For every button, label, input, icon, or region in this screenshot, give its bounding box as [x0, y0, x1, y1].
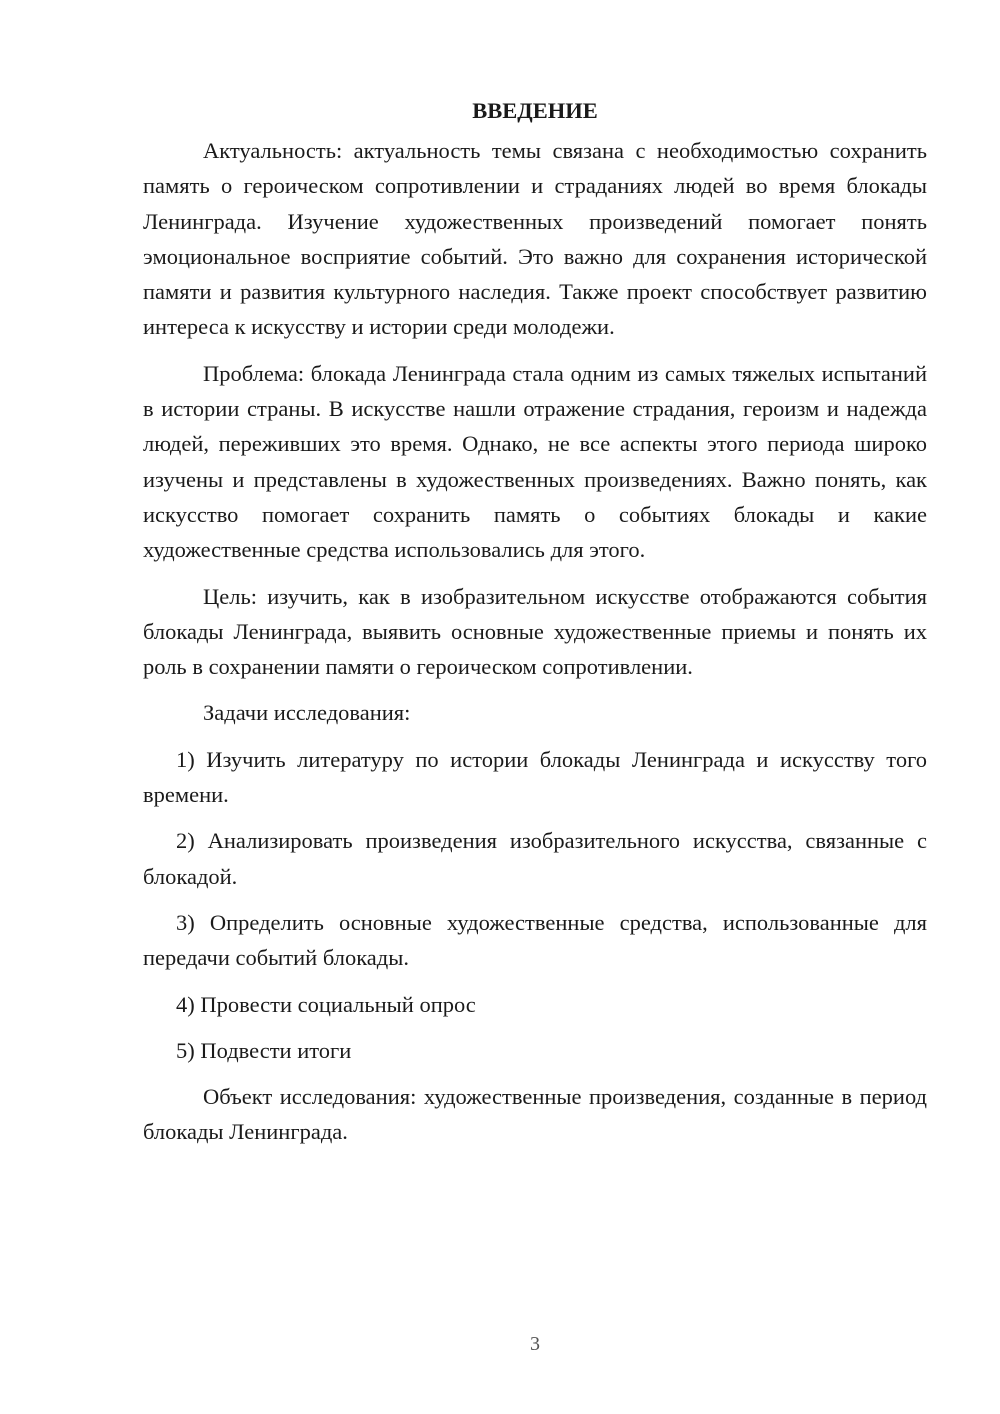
relevance-paragraph: Актуальность: актуальность темы связана с необходимостью сохранить память о героическом сопротивлении и страданиях людей во время блокады Ленинграда. Изучение художественных произведений помогает понять эмоциональное восприятие событий. Это важно для сохранения исторической памяти и развития культурного наследия. Также проект способствует развитию интереса к искусству и истории среди молодежи. — [143, 138, 927, 340]
goal-paragraph: Цель: изучить, как в изобразительном искусстве отображаются события блокады Ленинграда, выявить основные художественные приемы и понять их роль в сохранении памяти о героическом сопротивлении. — [143, 583, 927, 680]
task-item-2: 2) Анализировать произведения изобразительного искусства, связанные с блокадой. — [143, 828, 927, 889]
task-item-4: 4) Провести социальный опрос — [176, 991, 476, 1017]
problem-paragraph: Проблема: блокада Ленинграда стала одним из самых тяжелых испытаний в истории страны. В искусстве нашли отражение страдания, героизм и надежда людей, переживших это время. Однако, не все аспекты этого периода широко изучены и представлены в художественных произведениях. Важно понять, как искусство помогает сохранить память о событиях блокады и какие художественные средства использовались для этого. — [143, 360, 927, 563]
task-item-3: 3) Определить основные художественные средства, использованные для передачи событий блокады. — [143, 909, 927, 971]
document-body — [143, 93, 927, 1150]
tasks-heading: Задачи исследования: — [203, 700, 411, 726]
page-number: 3 — [530, 1333, 540, 1355]
task-item-1: 1) Изучить литературу по истории блокады Ленинграда и искусству того времени. — [143, 746, 927, 808]
task-item-5: 5) Подвести итоги — [176, 1037, 352, 1063]
object-paragraph: Объект исследования: художественные произведения, созданные в период блокады Ленинграда. — [143, 1084, 927, 1145]
section-title: ВВЕДЕНИЕ — [472, 98, 598, 123]
